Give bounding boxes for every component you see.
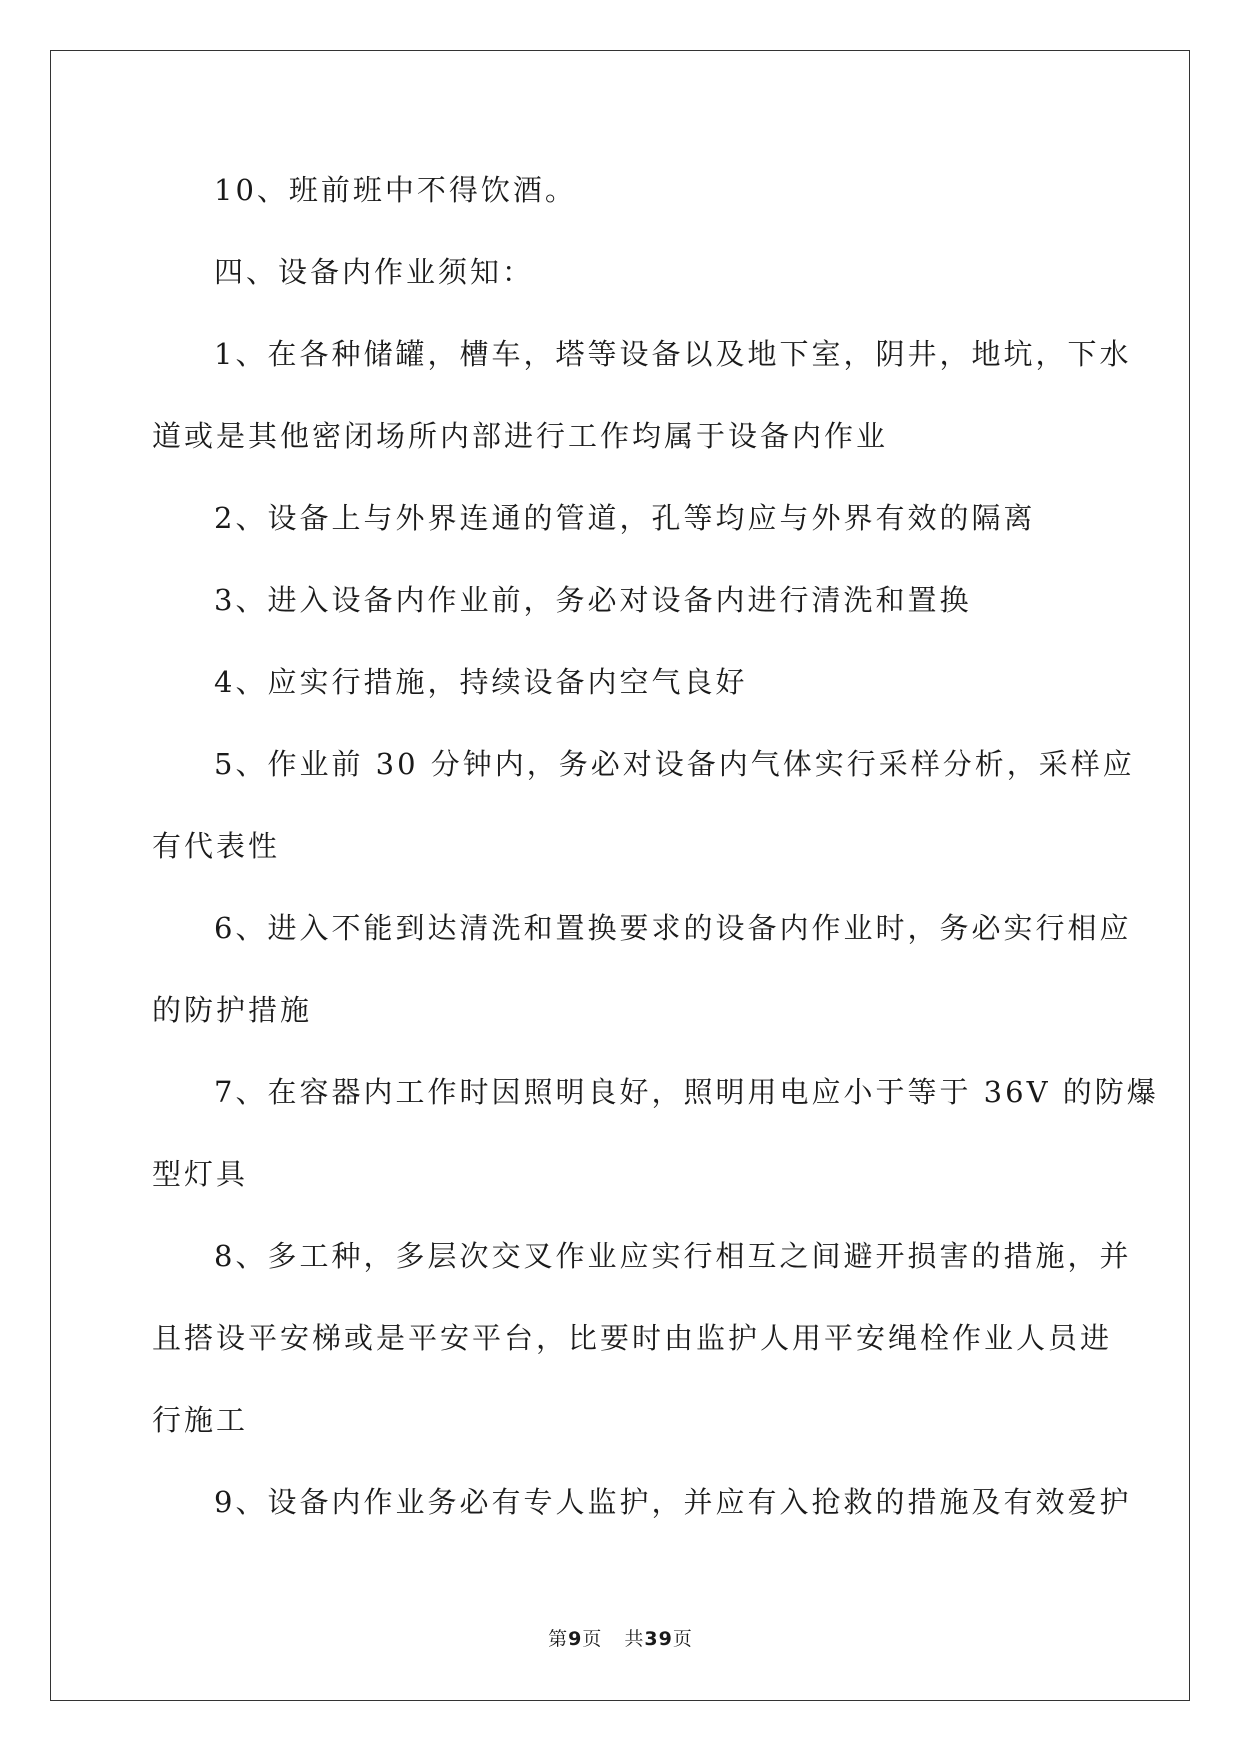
total-prefix: 共 <box>624 1628 645 1650</box>
section-heading: 四、设备内作业须知： <box>214 255 535 289</box>
list-item-7-cont: 型灯具 <box>152 1157 249 1191</box>
list-item-2: 2、设备上与外界连通的管道，孔等均应与外界有效的隔离 <box>214 501 1036 535</box>
list-item-1-cont: 道或是其他密闭场所内部进行工作均属于设备内作业 <box>152 419 889 453</box>
list-item-6: 6、进入不能到达清洗和置换要求的设备内作业时，务必实行相应 <box>214 911 1132 945</box>
page-prefix: 第 <box>548 1628 569 1650</box>
list-item-5: 5、作业前 30 分钟内，务必对设备内气体实行采样分析，采样应 <box>214 747 1135 781</box>
page-footer <box>0 1624 1241 1651</box>
list-item-9: 9、设备内作业务必有专人监护，并应有入抢救的措施及有效爱护 <box>214 1485 1132 1519</box>
total-suffix: 页 <box>672 1628 693 1650</box>
list-item-4: 4、应实行措施，持续设备内空气良好 <box>214 665 748 699</box>
list-item-8-cont: 且搭设平安梯或是平安平台，比要时由监护人用平安绳栓作业人员进 <box>152 1321 1113 1355</box>
total-pages: 39 <box>644 1628 673 1650</box>
list-item-6-cont: 的防护措施 <box>152 993 313 1027</box>
paragraph-line-1: 10、班前班中不得饮酒。 <box>214 173 577 207</box>
list-item-8: 8、多工种，多层次交叉作业应实行相互之间避开损害的措施，并 <box>214 1239 1132 1273</box>
list-item-8-cont-2: 行施工 <box>152 1403 249 1437</box>
list-item-3: 3、进入设备内作业前，务必对设备内进行清洗和置换 <box>214 583 972 617</box>
page-suffix: 页 <box>582 1628 603 1650</box>
page-number: 9 <box>568 1628 583 1650</box>
list-item-5-cont: 有代表性 <box>152 829 281 863</box>
list-item-7: 7、在容器内工作时因照明良好，照明用电应小于等于 36V 的防爆 <box>214 1075 1159 1109</box>
list-item-1: 1、在各种储罐，槽车，塔等设备以及地下室，阴井，地坑，下水 <box>214 337 1132 371</box>
